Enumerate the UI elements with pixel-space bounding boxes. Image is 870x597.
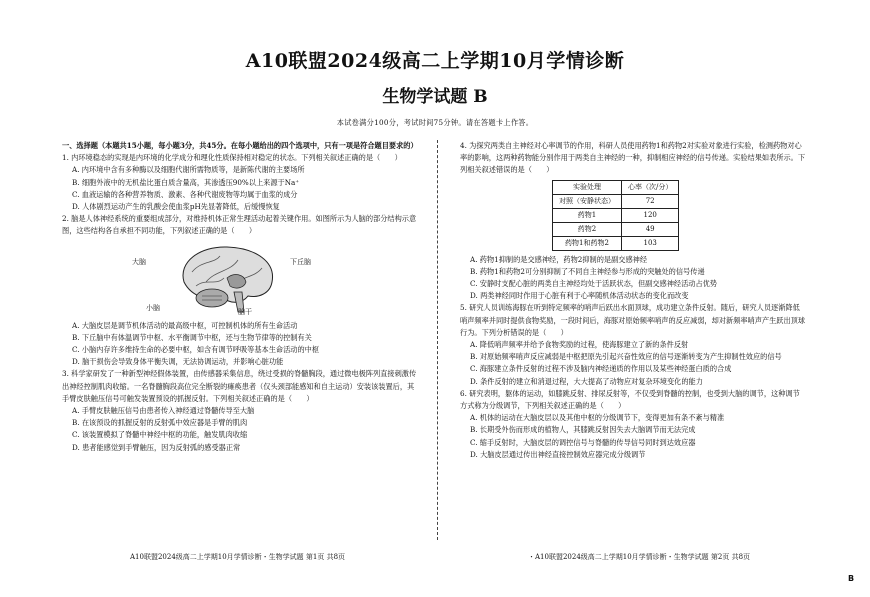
option-b: B. 药物1和药物2可分别抑制了不同自主神经参与形成的突触处的信号传递: [470, 266, 705, 276]
table-header-cell: 实验处理: [553, 180, 622, 194]
question-stem: 3. 科学家研发了一种新型神经假体装置，由传感器采集信息，绕过受损的脊髓胸段，通过微电极阵列直接刺激传出神经控制肌肉收缩。一名脊髓胸段高位完全断裂的瘫痪患者（仅头颈部能感知和自主运动）安装该装置后，其手臂皮肤触压信号可触发装置预设的抓握反射。下列相关叙述正确的是（ ）: [62, 369, 417, 403]
table-cell: 103: [622, 236, 679, 250]
page-title: A10联盟2024级高二上学期10月学情诊断: [245, 50, 625, 72]
option-a: A. 机体的运动在大脑皮层以及其他中枢的分级调节下，变得更加有条不紊与精准: [470, 413, 725, 423]
table-cell: 49: [622, 222, 679, 236]
option-c: C. 缩手反射时，大脑皮层的调控信号与脊髓的传导信号同时到达效应器: [470, 437, 696, 447]
question-5: [460, 302, 805, 387]
label-brainstem: 脑干: [238, 307, 252, 316]
question-3: [62, 368, 417, 453]
option-b: B. 细胞外液中的无机盐比蛋白质含量高，其渗透压90%以上来源于Na⁺: [72, 177, 300, 187]
column-divider: [437, 140, 438, 540]
table-header-cell: 心率（次/分）: [622, 180, 679, 194]
table-cell: 药物2: [553, 222, 622, 236]
option-d: D. 患者能感觉到手臂触压，因为反射弧的感受器正常: [72, 442, 241, 452]
question-stem: 6. 研究表明，躯体的运动，如膝跳反射、排尿反射等，不仅受到脊髓的控制，也受到大脑的调节，这种调节方式称为分级调节，下列相关叙述正确的是（ ）: [460, 388, 800, 411]
label-cerebrum: 大脑: [132, 257, 146, 266]
paper-subtitle: 生物学试题 B: [382, 87, 488, 107]
option-d: D. 脑干损伤会导致身体平衡失调，无法协调运动，并影响心脏功能: [72, 357, 284, 367]
option-a: A. 内环境中含有多种酶以及细胞代谢所需物质等，是新陈代谢的主要场所: [72, 165, 305, 175]
table-cell: 药物1和药物2: [553, 236, 622, 250]
question-stem: 1. 内环境稳态的实现是内环境的化学成分和理化性质保持相对稳定的状态。下列相关叙述正确的是（ ）: [62, 153, 402, 163]
label-hypothalamus: 下丘脑: [290, 257, 311, 266]
option-c: C. 安静时支配心脏的两类自主神经均处于活跃状态，但副交感神经活动占优势: [470, 279, 718, 289]
question-stem: 2. 脑是人体神经系统的重要组成部分，对维持机体正常生理活动起着关键作用。如图所示为人脑的部分结构示意图，这些结构各自承担不同功能，下列叙述正确的是（ ）: [62, 214, 417, 236]
left-column: [62, 140, 417, 454]
table-cell: 药物1: [553, 208, 622, 222]
version-mark: B: [848, 574, 855, 583]
exam-note: 本试卷满分100分，考试时间75分钟。请在答题卡上作答。: [336, 118, 534, 127]
right-column: [460, 140, 805, 461]
question-4: [460, 140, 805, 302]
table-cell: 72: [622, 194, 679, 208]
label-cerebellum: 小脑: [146, 303, 160, 312]
option-a: A. 大脑皮层是调节机体活动的最高级中枢，可控制机体的所有生命活动: [72, 320, 298, 330]
brain-illustration: [172, 242, 282, 314]
option-d: D. 人体剧烈运动产生的乳酸会使血浆pH先显著降低，后缓慢恢复: [72, 202, 280, 212]
option-a: A. 药物1抑制的是交感神经，药物2抑制的是副交感神经: [470, 254, 648, 264]
option-c: C. 海豚建立条件反射的过程不涉及脑内神经递质的作用以及某些神经蛋白质的合成: [470, 364, 732, 374]
option-d: D. 条件反射的建立和消退过程，大大提高了动物应对复杂环境变化的能力: [470, 376, 703, 386]
option-d: D. 两类神经同时作用于心脏有利于心率随机体活动状态的变化而改变: [470, 291, 689, 301]
option-b: B. 对原始频率哨声反应减弱是中枢把原先引起兴奋性效应的信号逐渐转变为产生抑制性效应的信号: [470, 352, 782, 362]
option-b: B. 长期受外伤而形成的植物人，其膝跳反射因失去大脑调节而无法完成: [470, 425, 696, 435]
option-b: B. 在该预设的抓握反射的反射弧中效应器是手臂的肌肉: [72, 418, 248, 428]
table-row: [553, 236, 679, 250]
option-a: A. 降低哨声频率并给予食物奖励的过程，使海豚建立了新的条件反射: [470, 340, 689, 350]
table-row: [553, 208, 679, 222]
question-2: [62, 213, 417, 368]
heart-rate-table: [552, 180, 679, 251]
option-c: C. 小脑内存许多维持生命的必要中枢，如含有调节呼吸等基本生命活动的中枢: [72, 345, 320, 355]
option-c: C. 该装置模拟了脊髓中神经中枢的功能，触发肌肉收缩: [72, 430, 248, 440]
question-6: [460, 388, 805, 461]
question-stem: 4. 为探究两类自主神经对心率调节的作用，科研人员使用药物1和药物2对实验对象进行实验，检测药物对心率的影响，这两种药物能分别作用于两类自主神经的一种，抑制相应神经的信号传递。实验结果如表所示。下列相关叙述错误的是（ ）: [460, 141, 806, 175]
table-cell: 120: [622, 208, 679, 222]
brain-diagram: [62, 240, 417, 318]
question-1: [62, 152, 417, 213]
question-stem: 5. 研究人员训练海豚在听到特定频率的哨声后跃出水面顶球，成功建立条件反射。随后，研究人员逐渐降低哨声频率并同时提供食物奖励，一段时间后，海豚对原始频率哨声的反应减弱，却对新频率哨声产生跃出顶球行为。下列分析错误的是（ ）: [460, 303, 806, 337]
option-b: B. 下丘脑中有体温调节中枢、水平衡调节中枢，还与生物节律等的控制有关: [72, 332, 312, 342]
table-row: [553, 194, 679, 208]
option-a: A. 手臂皮肤触压信号由患者传入神经通过脊髓传导至大脑: [72, 406, 255, 416]
option-d: D. 大脑皮层通过传出神经直接控制效应器完成分级调节: [470, 449, 646, 459]
section-heading: 一、选择题（本题共15小题，每小题3分，共45分。在每小题给出的四个选项中，只有一项是符合题目要求的）: [62, 141, 418, 150]
footer-right: ・A10联盟2024级高二上学期10月学情诊断・生物学试题 第2页 共8页: [528, 553, 751, 561]
table-cell: 对照（安静状态）: [553, 194, 622, 208]
table-header-row: [553, 180, 679, 194]
option-c: C. 血液运输的各种营养物质、激素、各种代谢废物等均属于血浆的成分: [72, 189, 298, 199]
footer-left: A10联盟2024级高二上学期10月学情诊断・生物学试题 第1页 共8页: [130, 553, 346, 561]
table-row: [553, 222, 679, 236]
